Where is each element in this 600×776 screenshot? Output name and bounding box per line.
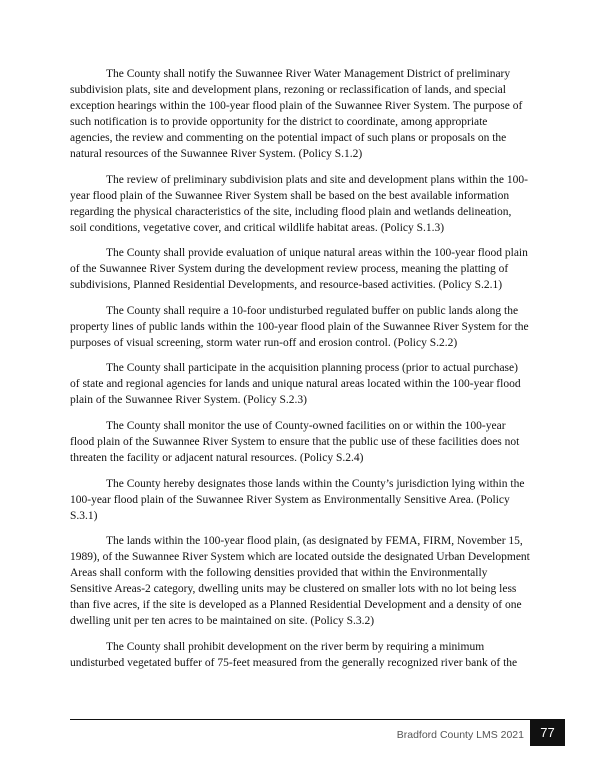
policy-paragraph: The lands within the 100-year flood plain, (as designated by FEMA, FIRM, November 15, 1989), of the Suwannee River System which are located outside the designated Urban Development Areas shall conform with the following densities provided that within the Environmentally Sensitive Areas-2 category, dwelling units may be clustered on smaller lots with no lot being less than five acres, if the site is developed as a Planned Residential Development and a density of one dwelling unit per ten acres to be maintained on site. (Policy S.3.2) <box>70 535 530 628</box>
document-body <box>70 66 530 680</box>
policy-paragraph: The review of preliminary subdivision plats and site and development plans within the 100-year flood plain of the Suwannee River System shall be based on the best available information regarding the physical characteristics of the site, including flood plain and wetlands delineation, soil conditions, vegetative cover, and critical wildlife habitat areas. (Policy S.1.3) <box>70 173 528 234</box>
footer-divider <box>70 719 531 720</box>
policy-paragraph: The County shall prohibit development on the river berm by requiring a minimum undisturbed vegetated buffer of 75-feet measured from the generally recognized river bank of the <box>70 640 518 669</box>
policy-paragraph: The County hereby designates those lands within the County’s jurisdiction lying within the 100-year flood plain of the Suwannee River System as Environmentally Sensitive Area. (Policy S.3.1) <box>70 477 525 522</box>
policy-paragraph: The County shall monitor the use of County-owned facilities on or within the 100-year flood plain of the Suwannee River System to ensure that the public use of these facilities does not threaten the facility or adjacent natural resources. (Policy S.2.4) <box>70 419 520 464</box>
footer-document-title: Bradford County LMS 2021 <box>396 729 524 741</box>
page-number-badge: 77 <box>530 719 565 746</box>
policy-paragraph: The County shall participate in the acquisition planning process (prior to actual purchase) of state and regional agencies for lands and unique natural areas located within the 100-year flood plain of the Suwannee River System. (Policy S.2.3) <box>70 362 521 407</box>
policy-paragraph: The County shall require a 10-foor undisturbed regulated buffer on public lands along the property lines of public lands within the 100-year flood plain of the Suwannee River System for the purposes of visual screening, storm water run-off and erosion control. (Policy S.2.2) <box>70 304 529 349</box>
policy-paragraph: The County shall notify the Suwannee River Water Management District of preliminary subdivision plats, site and development plans, rezoning or reclassification of lands, and special exception hearings within the 100-year flood plain of the Suwannee River System. The purpose of such notification is to provide opportunity for the district to coordinate, among appropriate agencies, the review and commenting on the potential impact of such plans or proposals on the natural resources of the Suwannee River System. (Policy S.1.2) <box>70 68 523 160</box>
policy-paragraph: The County shall provide evaluation of unique natural areas within the 100-year flood plain of the Suwannee River System during the development review process, meaning the platting of subdivisions, Planned Residential Developments, and resource-based activities. (Policy S.2.1) <box>70 247 528 292</box>
